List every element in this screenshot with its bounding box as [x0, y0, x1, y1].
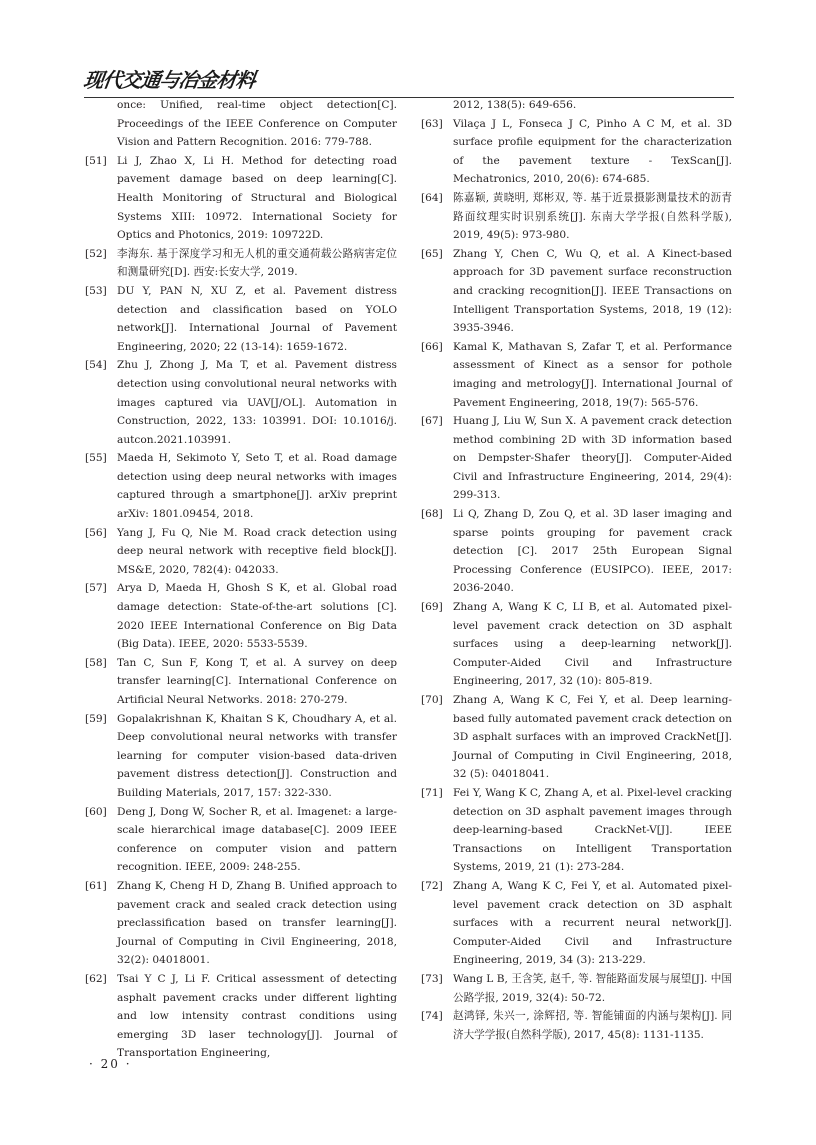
reference-text: 陈嘉颖, 黄晓明, 郑彬双, 等. 基于近景摄影测量技术的沥青路面纹理实时识别系统[J]. 东南大学学报(自然科学版), 2019, 49(5): 973-980. — [453, 191, 732, 242]
reference-item — [85, 524, 397, 580]
reference-item — [421, 598, 732, 691]
reference-item — [85, 579, 397, 653]
reference-item — [85, 282, 397, 356]
reference-item — [421, 96, 732, 115]
reference-text: Zhang A, Wang K C, Fei Y, et al. Automated pixel-level pavement crack detection on 3D asphalt surfaces with a recurrent neural network[J]. Computer-Aided Civil and Infrastructure Engineering, 2019, 34 (3): 213-229. — [453, 879, 732, 967]
reference-number: [55] — [85, 452, 107, 465]
reference-text: Kamal K, Mathavan S, Zafar T, et al. Performance assessment of Kinect as a sensor for pothole imaging and metrology[J]. International Journal of Pavement Engineering, 2018, 19(7): 565-576. — [453, 340, 732, 409]
reference-item — [421, 338, 732, 412]
references-left-column — [85, 96, 397, 1063]
reference-number: [70] — [421, 694, 443, 706]
reference-item — [421, 189, 732, 245]
reference-text: 赵鸿铎, 朱兴一, 涂辉招, 等. 智能铺面的内涵与架构[J]. 同济大学学报(自然科学版), 2017, 45(8): 1131-1135. — [453, 1010, 732, 1041]
reference-item — [421, 505, 732, 598]
reference-text: Tan C, Sun F, Kong T, et al. A survey on deep transfer learning[C]. International Conference on Artificial Neural Networks. 2018: 270-279. — [117, 656, 397, 706]
reference-item — [85, 245, 397, 282]
reference-item — [421, 691, 732, 784]
reference-item — [85, 449, 397, 523]
reference-item — [85, 803, 397, 877]
reference-number: [64] — [421, 191, 443, 204]
page-number: · 20 · — [89, 1057, 132, 1071]
reference-text: Vilaça J L, Fonseca J C, Pinho A C M, et al. 3D surface profile equipment for the characterization of the pavement texture - TexScan[J]. Mechatronics, 2010, 20(6): 674-685. — [453, 117, 732, 186]
reference-text: Zhang A, Wang K C, Fei Y, et al. Deep learning-based fully automated pavement crack detection on 3D asphalt surfaces with an improved CrackNet[J]. Journal of Computing in Civil Engineering, 2018, 32 (5): 04018041. — [453, 694, 732, 781]
reference-number: [60] — [85, 805, 107, 818]
reference-number: [62] — [85, 972, 107, 985]
reference-text: Maeda H, Sekimoto Y, Seto T, et al. Road damage detection using deep neural networks with images captured through a smartphone[J]. arXiv preprint arXiv: 1801.09454, 2018. — [117, 452, 397, 521]
reference-item — [85, 152, 397, 245]
reference-number: [59] — [85, 712, 107, 725]
reference-text: Zhang A, Wang K C, LI B, et al. Automated pixel-level pavement crack detection on 3D asphalt surfaces using a deep-learning network[J]. Computer-Aided Civil and Infrastructure Engineering, 2017, 32 (10): 805-819. — [453, 601, 732, 688]
reference-text: Zhang K, Cheng H D, Zhang B. Unified approach to pavement crack and sealed crack detection using preclassification based on transfer learning[J]. Journal of Computing in Civil Engineering, 2018, 32(2): 04018001. — [117, 879, 397, 967]
reference-number: [56] — [85, 526, 107, 539]
reference-number: [53] — [85, 284, 107, 297]
reference-number: [71] — [421, 786, 443, 799]
reference-item — [421, 1007, 732, 1044]
reference-item — [421, 412, 732, 505]
reference-number: [52] — [85, 247, 107, 260]
reference-text: Li J, Zhao X, Li H. Method for detecting road pavement damage based on deep learning[C]. Health Monitoring of Structural and Biological Systems XIII: 10972. International Society for Optics and Photonics, 2019: 109722D. — [117, 154, 397, 242]
reference-text: 2012, 138(5): 649-656. — [453, 99, 577, 111]
reference-text: Arya D, Maeda H, Ghosh S K, et al. Global road damage detection: State-of-the-art solutions [C]. 2020 IEEE International Conference on Big Data (Big Data). IEEE, 2020: 5533-5539. — [117, 582, 397, 651]
reference-item — [85, 96, 397, 152]
reference-text: 李海东. 基于深度学习和无人机的重交通荷载公路病害定位和测量研究[D]. 西安:长安大学, 2019. — [117, 247, 397, 279]
reference-text: Gopalakrishnan K, Khaitan S K, Choudhary A, et al. Deep convolutional neural networks with transfer learning for computer vision-based data-driven pavement distress detection[J]. Construction and Building Materials, 2017, 157: 322-330. — [117, 712, 397, 799]
page-header — [84, 60, 734, 100]
reference-number: [51] — [85, 154, 107, 167]
reference-text: Tsai Y C J, Li F. Critical assessment of detecting asphalt pavement cracks under different lighting and low intensity contrast conditions using emerging 3D laser technology[J]. Journal of Transportation Engineering, — [117, 972, 397, 1060]
reference-number: [67] — [421, 415, 443, 428]
reference-text: Huang J, Liu W, Sun X. A pavement crack detection method combining 2D with 3D information based on Dempster-Shafer theory[J]. Computer-Aided Civil and Infrastructure Engineering, 2014, 29(4): 299-313. — [453, 415, 732, 502]
reference-item — [421, 970, 732, 1007]
reference-number: [57] — [85, 582, 107, 595]
reference-number: [68] — [421, 508, 443, 521]
reference-number: [69] — [421, 601, 443, 614]
reference-text: Fei Y, Wang K C, Zhang A, et al. Pixel-level cracking detection on 3D asphalt pavement images through deep-learning-based CrackNet-V[J]. IEEE Transactions on Intelligent Transportation Systems, 2019, 21 (1): 273-284. — [453, 786, 732, 874]
reference-item — [85, 654, 397, 710]
reference-item — [421, 115, 732, 189]
reference-item — [421, 877, 732, 970]
reference-number: [61] — [85, 879, 107, 892]
reference-number: [58] — [85, 656, 107, 669]
reference-number: [65] — [421, 247, 443, 260]
reference-text: Yang J, Fu Q, Nie M. Road crack detection using deep neural network with receptive field block[J]. MS&E, 2020, 782(4): 042033. — [117, 526, 397, 576]
reference-number: [66] — [421, 340, 443, 353]
reference-item — [85, 877, 397, 970]
references-right-column — [421, 96, 732, 1044]
reference-item — [85, 356, 397, 449]
reference-text: Wang L B, 王含笑, 赵千, 等. 智能路面发展与展望[J]. 中国公路学报, 2019, 32(4): 50-72. — [453, 972, 732, 1004]
journal-title: 现代交通与冶金材料 — [82, 68, 257, 92]
reference-text: DU Y, PAN N, XU Z, et al. Pavement distress detection and classification based on YOLO network[J]. International Journal of Pavement Engineering, 2020; 22 (13-14): 1659-1672. — [117, 284, 397, 353]
reference-text: Zhang Y, Chen C, Wu Q, et al. A Kinect-based approach for 3D pavement surface reconstruction and cracking recognition[J]. IEEE Transactions on Intelligent Transportation Systems, 2018, 19 (12): 3935-3946. — [453, 247, 732, 335]
reference-text: Zhu J, Zhong J, Ma T, et al. Pavement distress detection using convolutional neural networks with images captured via UAV[J/OL]. Automation in Construction, 2022, 133: 103991. DOI: 10.1016/j. autcon.2021.103991. — [117, 359, 397, 446]
reference-text: Deng J, Dong W, Socher R, et al. Imagenet: a large-scale hierarchical image database[C]. 2009 IEEE conference on computer vision and pattern recognition. IEEE, 2009: 248-255. — [117, 805, 397, 874]
reference-item — [85, 710, 397, 803]
reference-item — [421, 245, 732, 338]
reference-number: [63] — [421, 117, 443, 130]
reference-item — [85, 970, 397, 1063]
reference-number: [73] — [421, 972, 443, 985]
reference-text: Li Q, Zhang D, Zou Q, et al. 3D laser imaging and sparse points grouping for pavement crack detection [C]. 2017 25th European Signal Processing Conference (EUSIPCO). IEEE, 2017: 2036-2040. — [453, 508, 732, 595]
reference-text: once: Unified, real-time object detection[C]. Proceedings of the IEEE Conference on Computer Vision and Pattern Recognition. 2016: 779-788. — [117, 99, 397, 149]
reference-item — [421, 784, 732, 877]
reference-number: [54] — [85, 359, 107, 372]
reference-number: [74] — [421, 1010, 443, 1023]
reference-number: [72] — [421, 879, 443, 892]
